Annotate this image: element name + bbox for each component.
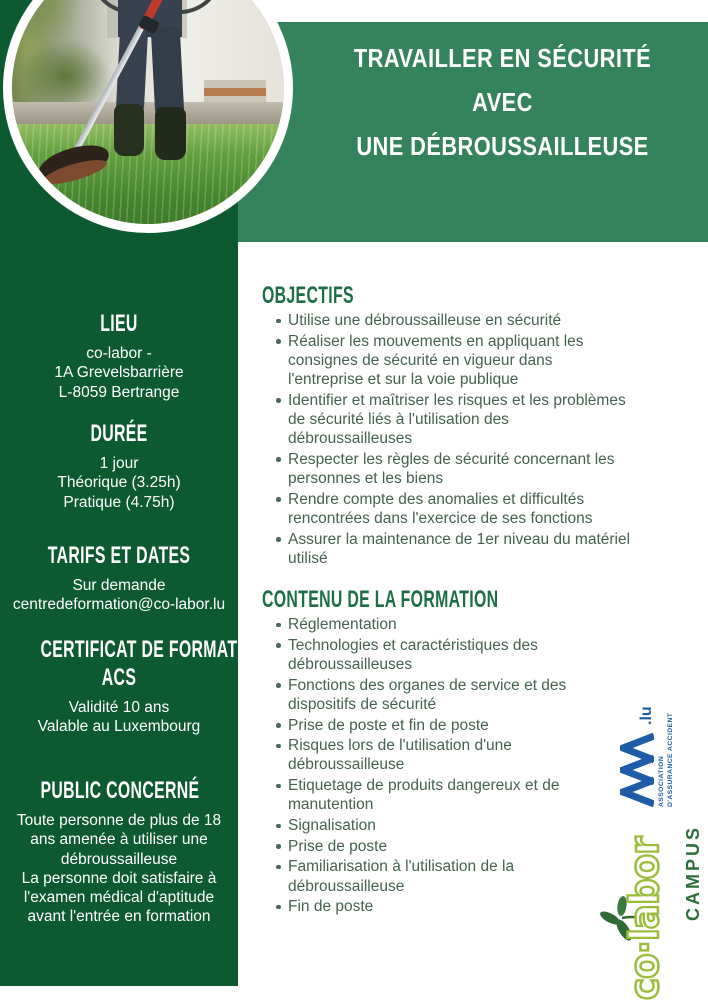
text-line: avant l'entrée en formation (27, 908, 211, 926)
text-line: Toute personne de plus de 18 (16, 812, 222, 829)
text-line: Respecter les règles de sécurité concernant les (288, 450, 615, 468)
text-line: TARIFS ET DATES (47, 542, 191, 569)
text-line: 1A Grevelsbarrière (54, 364, 184, 382)
sidebar-section-text (0, 576, 238, 615)
bullet-item-text (288, 716, 566, 735)
text-line: Signalisation (288, 817, 376, 835)
flyer-title-line: UNE DÉBROUSSAILLEUSE (356, 131, 649, 161)
text-line: débroussailleuses (288, 430, 413, 448)
text-line: Technologies et caractéristiques des (288, 636, 538, 654)
text-line: Prise de poste (288, 837, 388, 855)
sidebar-section (0, 420, 238, 512)
bullet-item-text (288, 636, 566, 674)
bullet-item-text (288, 332, 630, 390)
text-line: Validité 10 ans (68, 699, 170, 716)
sidebar-section-heading (0, 636, 267, 692)
bullet-item-text (288, 816, 566, 835)
text-line: Valable au Luxembourg (37, 718, 201, 736)
text-line: débroussailleuses (288, 655, 413, 673)
bullet-item (270, 391, 630, 449)
text-line: Familiarisation à l'utilisation de la (288, 858, 515, 876)
bullet-item (270, 530, 630, 568)
sidebar-section-text (0, 698, 238, 737)
text-line: ans amenée à utiliser une (30, 831, 208, 849)
bullet-item (270, 736, 566, 774)
text-line: centredeformation@co-labor.lu (12, 596, 226, 614)
sidebar-section-text (0, 344, 238, 402)
bullet-item-text (288, 615, 566, 634)
brushcutter-photo (3, 0, 293, 233)
text-line: La personne doit satisfaire à (21, 869, 217, 887)
text-line: de sécurité liés à l'utilisation des (288, 411, 509, 429)
bullet-item (270, 897, 566, 916)
text-line: Assurer la maintenance de 1er niveau du matériel (288, 530, 631, 548)
bullet-item-text (288, 450, 630, 488)
text-line: Utilise une débroussailleuse en sécurité (288, 312, 562, 329)
aaa-sub-line: ASSOCIATION (658, 755, 665, 807)
text-line: LIEU (100, 310, 138, 337)
bullet-item (270, 490, 630, 528)
bullet-item-text (288, 857, 566, 895)
text-line: manutention (288, 796, 374, 814)
text-line: 1 jour (99, 455, 139, 472)
bullet-item-text (288, 897, 566, 916)
bullet-item (270, 837, 566, 856)
bullet-item-text (288, 311, 630, 330)
text-line: co-labor - (86, 345, 152, 362)
sidebar-section-heading (0, 542, 238, 570)
bullet-item-text (288, 391, 630, 449)
text-line: Sur demande (72, 577, 166, 594)
sidebar-section-text (0, 454, 238, 512)
text-line: débroussailleuse (60, 850, 178, 868)
bullet-item (270, 332, 630, 390)
text-line: Rendre compte des anomalies et difficultés (288, 490, 585, 508)
text-line: l'entreprise et sur la voie publique (288, 371, 519, 389)
aaa-sub-line: D'ASSURANCE ACCIDENT (666, 712, 674, 807)
bullet-item (270, 615, 566, 634)
aaa-triangles-icon (620, 727, 654, 807)
text-line: Prise de poste et fin de poste (288, 716, 489, 734)
text-line: utilisé (288, 549, 328, 567)
co-labor-campus-logo (600, 823, 708, 1000)
flyer-title-line: TRAVAILLER EN SÉCURITÉ (353, 43, 652, 73)
bullet-item-text (288, 837, 566, 856)
flyer-title-line: AVEC (472, 87, 533, 117)
text-line: dispositifs de sécurité (288, 695, 437, 713)
bullet-item (270, 450, 630, 488)
bullet-item (270, 636, 566, 674)
text-line: consignes de sécurité en vigueur dans (288, 351, 553, 369)
text-line: Réaliser les mouvements en appliquant les (288, 332, 584, 350)
text-line: Etiquetage de produits dangereux et de (288, 777, 560, 795)
bullet-item-text (288, 490, 630, 528)
bullet-item (270, 857, 566, 895)
aaa-tld: .lu (638, 706, 655, 725)
text-line: Fin de poste (288, 898, 374, 916)
sidebar-section-heading (0, 310, 238, 338)
text-line: Identifier et maîtriser les risques et les problèmes (288, 391, 626, 409)
flyer-title (305, 36, 700, 168)
sidebar-section-text (0, 811, 238, 927)
sidebar-section-heading (0, 777, 238, 805)
aaa-lu-logo (620, 672, 705, 807)
sidebar-section-heading (0, 420, 238, 448)
text-line: PUBLIC CONCERNÉ (40, 777, 200, 804)
bullet-item (270, 776, 566, 814)
sidebar-section (0, 310, 238, 402)
photo-person-boot-left (114, 104, 144, 156)
text-line: DURÉE (90, 420, 148, 447)
text-line: rencontrées dans l'exercice de ses fonctions (288, 510, 593, 528)
contenu-list (270, 615, 566, 918)
bullet-item (270, 816, 566, 835)
bullet-item (270, 311, 630, 330)
text-line: Réglementation (288, 616, 397, 633)
photo-person-boot-right (155, 107, 186, 160)
objectifs-list (270, 311, 630, 570)
text-line: L-8059 Bertrange (58, 383, 180, 401)
text-line: débroussailleuse (288, 756, 405, 774)
text-line: Théorique (3.25h) (57, 474, 181, 492)
bullet-item (270, 676, 566, 714)
text-line: Pratique (4.75h) (63, 493, 175, 511)
objectifs-heading: OBJECTIFS (262, 282, 354, 309)
bullet-item-text (288, 530, 630, 568)
text-line: débroussailleuse (288, 877, 405, 895)
bullet-item-text (288, 736, 566, 774)
text-line: Risques lors de l'utilisation d'une (288, 737, 512, 755)
bullet-item-text (288, 776, 566, 814)
contenu-heading: CONTENU DE LA FORMATION (262, 586, 499, 613)
bullet-item-text (288, 676, 566, 714)
text-line: personnes et les biens (288, 470, 444, 488)
sidebar-section (0, 542, 238, 615)
photo-person-leg-right (151, 26, 185, 115)
co-labor-wordmark: co·labor (622, 837, 668, 1000)
text-line: Fonctions des organes de service et des (288, 676, 567, 694)
sidebar-section (0, 636, 267, 737)
text-line: ACS (101, 664, 137, 691)
bullet-item (270, 716, 566, 735)
text-line: CERTIFICAT DE FORMATION (40, 636, 267, 663)
sidebar-section (0, 777, 238, 927)
campus-label: CAMPUS (683, 825, 703, 922)
text-line: l'examen médical d'aptitude (23, 889, 215, 907)
